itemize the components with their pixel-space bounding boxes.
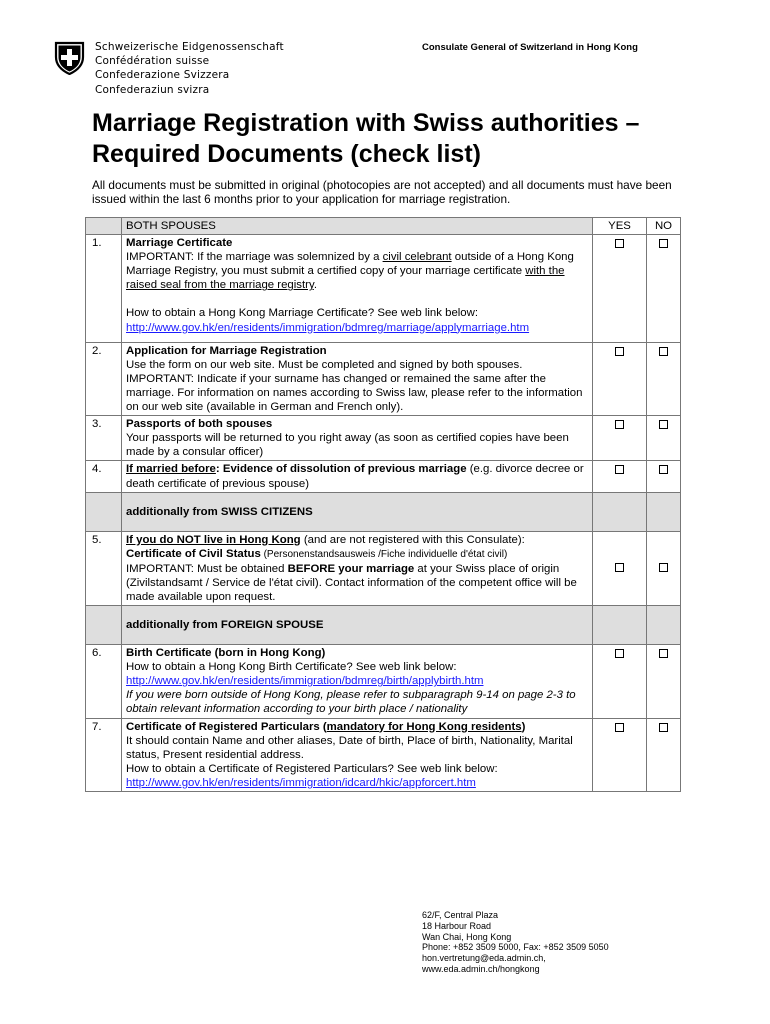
item-link[interactable]: http://www.gov.hk/en/residents/immigration/idcard/hkic/appforcert.htm — [126, 776, 476, 789]
checkbox-yes[interactable] — [615, 649, 624, 658]
item-title: Marriage Certificate — [126, 237, 233, 250]
consulate-name: Consulate General of Switzerland in Hong Kong — [422, 42, 638, 53]
checklist-table — [85, 217, 681, 792]
item-title-line — [126, 547, 588, 562]
table-row — [86, 416, 681, 461]
section-label-swiss-citizens: additionally from SWISS CITIZENS — [122, 492, 593, 531]
federation-name-fr: Confédération suisse — [95, 55, 210, 68]
federation-name-it: Confederazione Svizzera — [95, 69, 230, 82]
address-line: Wan Chai, Hong Kong — [422, 931, 512, 942]
swiss-coat-of-arms-icon — [54, 41, 85, 75]
item-content — [122, 531, 593, 605]
item-body: (e.g. divorce decree or death certificate of previous spouse) — [126, 463, 584, 490]
item-lead: If you do NOT live in Hong Kong (and are not registered with this Consulate): — [126, 533, 525, 546]
checkbox-no[interactable] — [659, 347, 668, 356]
item-content — [122, 342, 593, 415]
item-content — [122, 235, 593, 343]
item-title-note: (Personenstandsausweis /Fiche individuelle d'état civil) — [260, 548, 508, 560]
checkbox-yes[interactable] — [615, 420, 624, 429]
item-content — [122, 718, 593, 791]
table-row — [86, 531, 681, 605]
item-body: It should contain Name and other aliases, Date of birth, Place of birth, Nationality, Marital status, Present residential address. — [126, 734, 573, 761]
intro-paragraph: All documents must be submitted in original (photocopies are not accepted) and all documents must have been issued within the last 6 months prior to your application for marriage registration. — [92, 178, 672, 207]
federation-names — [95, 40, 284, 97]
item-number: 5. — [86, 531, 122, 605]
item-number: 6. — [86, 645, 122, 718]
item-link[interactable]: http://www.gov.hk/en/residents/immigration/bdmreg/birth/applybirth.htm — [126, 675, 484, 688]
email: hon.vertretung@eda.admin.ch, — [422, 953, 546, 964]
phone-fax: Phone: +852 3509 5000, Fax: +852 3509 5050 — [422, 942, 609, 953]
section-header-swiss-citizens — [86, 492, 681, 531]
item-content — [122, 416, 593, 461]
title-line-1: Marriage Registration with Swiss authorities – — [92, 109, 640, 137]
item-note: If you were born outside of Hong Kong, please refer to subparagraph 9-14 on page 2-3 to obtain relevant information according to your birth place / nationality — [126, 689, 576, 716]
checkbox-yes[interactable] — [615, 465, 624, 474]
title-line-2: Required Documents (check list) — [92, 140, 481, 168]
item-number: 4. — [86, 461, 122, 492]
checkbox-no[interactable] — [659, 563, 668, 572]
consulate-address — [422, 910, 609, 975]
item-number: 2. — [86, 342, 122, 415]
checkbox-yes[interactable] — [615, 239, 624, 248]
item-title: Application for Marriage Registration — [126, 344, 327, 357]
table-row — [86, 235, 681, 343]
item-title-underlined: If married before — [126, 463, 216, 476]
column-header-yes: YES — [593, 218, 647, 235]
item-content — [122, 461, 593, 492]
item-how-to: How to obtain a Hong Kong Marriage Certificate? See web link below: — [126, 307, 479, 320]
item-title: : Evidence of dissolution of previous marriage — [215, 463, 467, 476]
checkbox-no[interactable] — [659, 465, 668, 474]
item-number: 1. — [86, 235, 122, 343]
item-number: 3. — [86, 416, 122, 461]
table-row — [86, 342, 681, 415]
column-header-no: NO — [647, 218, 681, 235]
item-content — [122, 645, 593, 718]
section-label-both-spouses: BOTH SPOUSES — [122, 218, 593, 235]
checkbox-no[interactable] — [659, 723, 668, 732]
section-header-foreign-spouse — [86, 606, 681, 645]
checkbox-no[interactable] — [659, 239, 668, 248]
table-row — [86, 461, 681, 492]
section-header-both-spouses — [86, 218, 681, 235]
federation-name-rm: Confederaziun svizra — [95, 83, 210, 96]
item-how-to: How to obtain a Hong Kong Birth Certificate? See web link below: — [126, 661, 457, 674]
item-number: 7. — [86, 718, 122, 791]
website: www.eda.admin.ch/hongkong — [422, 963, 540, 974]
item-body: IMPORTANT: Must be obtained BEFORE your marriage at your Swiss place of origin (Zivilstandsamt / Service de l'état civil). Contact information of the competent office will be made available upon request. — [126, 562, 577, 603]
item-body: Your passports will be returned to you right away (as soon as certified copies have been made by a consular officer) — [126, 432, 569, 459]
checkbox-yes[interactable] — [615, 723, 624, 732]
item-title: Birth Certificate (born in Hong Kong) — [126, 647, 326, 660]
item-title: Passports of both spouses — [126, 418, 273, 431]
item-body: IMPORTANT: If the marriage was solemnized by a civil celebrant outside of a Hong Kong Marriage Registry, you must submit a certified copy of your marriage certificate with the raised seal from the marriage registry. — [126, 251, 574, 292]
item-how-to: How to obtain a Certificate of Registered Particulars? See web link below: — [126, 762, 498, 775]
table-row — [86, 718, 681, 791]
checkbox-no[interactable] — [659, 420, 668, 429]
checkbox-no[interactable] — [659, 649, 668, 658]
checkbox-yes[interactable] — [615, 563, 624, 572]
item-link[interactable]: http://www.gov.hk/en/residents/immigration/bdmreg/marriage/applymarriage.htm — [126, 321, 530, 334]
item-body: Use the form on our web site. Must be completed and signed by both spouses. IMPORTANT: Indicate if your surname has changed or remained the same after the marriage. For information on names according to Swiss law, please refer to the information on our web site (available in German and French only). — [126, 358, 583, 414]
section-label-foreign-spouse: additionally from FOREIGN SPOUSE — [122, 606, 593, 645]
address-line: 18 Harbour Road — [422, 920, 492, 931]
item-title: Certificate of Civil Status — [126, 547, 261, 560]
table-row — [86, 645, 681, 718]
item-title-line: Certificate of Registered Particulars (mandatory for Hong Kong residents) — [126, 720, 526, 733]
federation-name-de: Schweizerische Eidgenossenschaft — [95, 41, 284, 53]
page-title — [92, 108, 732, 170]
checkbox-yes[interactable] — [615, 347, 624, 356]
address-line: 62/F, Central Plaza — [422, 910, 499, 920]
